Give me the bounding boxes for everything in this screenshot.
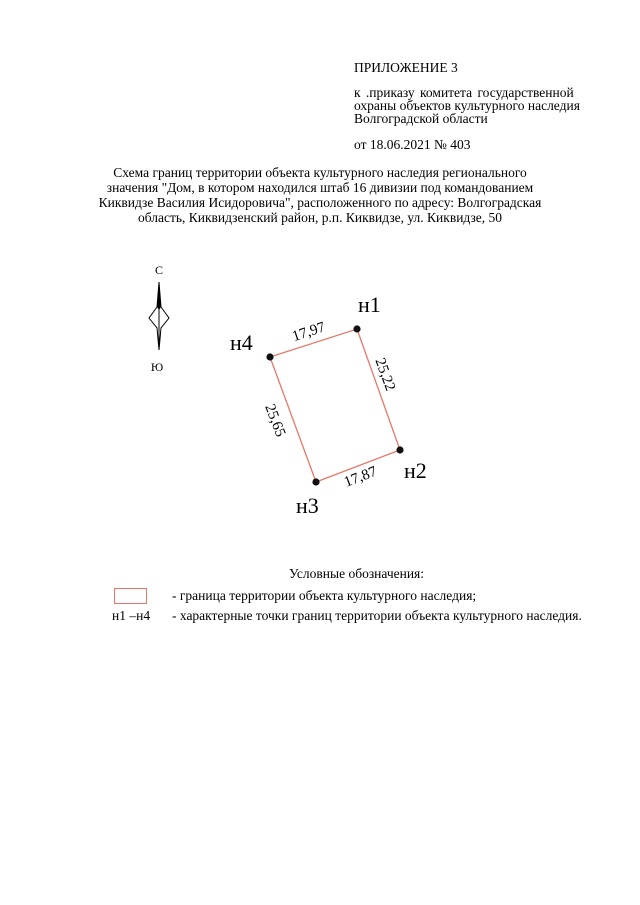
order-line: Волгоградской области <box>354 111 488 126</box>
point-n1 <box>353 325 360 332</box>
order-line: охраны объектов культурного наследия <box>354 98 580 113</box>
legend-title: Условные обозначения: <box>289 566 425 581</box>
title-line: область, Киквидзенский район, р.п. Киквидзе, ул. Киквидзе, 50 <box>137 210 503 225</box>
distance-n3-n4: 25,65 <box>261 401 289 440</box>
point-n2 <box>396 446 403 453</box>
point-label-n4: н4 <box>230 330 253 355</box>
title-line: Киквидзе Василия Исидоровича", расположенного по адресу: Волгоградская <box>98 195 542 210</box>
distance-n4-n1: 17,97 <box>290 319 328 346</box>
territory-boundary <box>270 329 400 482</box>
legend-boundary-text: - граница территории объекта культурного наследия; <box>172 588 477 603</box>
point-n4 <box>266 353 273 360</box>
title-line: значения "Дом, в котором находился штаб 16 дивизии под командованием <box>106 180 534 195</box>
distance-n2-n3: 17,87 <box>341 463 380 491</box>
legend-boundary-swatch <box>114 588 147 604</box>
point-label-n1: н1 <box>358 292 381 317</box>
title-line: Схема границ территории объекта культурного наследия регионального <box>113 165 527 180</box>
point-n3 <box>312 478 319 485</box>
point-label-n2: н2 <box>404 458 427 483</box>
point-label-n3: н3 <box>296 493 319 518</box>
legend-points-text: - характерные точки границ территории объекта культурного наследия. <box>172 608 582 623</box>
legend-points-symbol: н1 –н4 <box>112 608 151 623</box>
order-date: от 18.06.2021 № 403 <box>354 137 471 152</box>
compass-north-label: С <box>154 263 164 277</box>
order-line: к .приказу комитета государственной <box>354 85 574 100</box>
appendix-number: ПРИЛОЖЕНИЕ 3 <box>354 60 458 75</box>
compass-south-label: Ю <box>150 360 164 374</box>
distance-n1-n2: 25,22 <box>371 356 399 394</box>
